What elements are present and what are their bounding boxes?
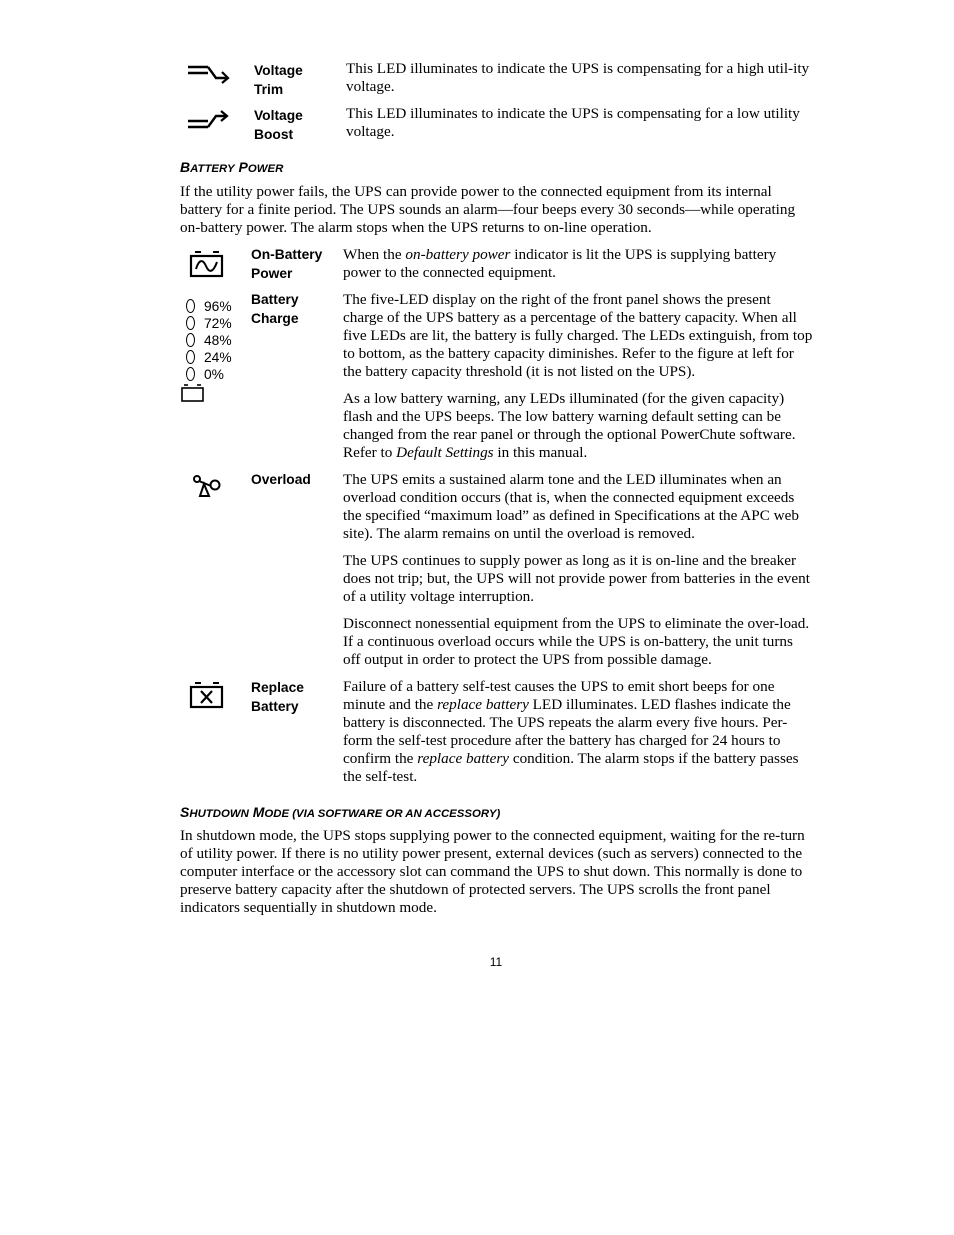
- text-run: in this manual.: [493, 444, 588, 461]
- heading-smallcaps: ODE: [264, 808, 290, 820]
- overload-label: [251, 471, 311, 490]
- heading-initial: P: [238, 159, 248, 175]
- battery-charge-label: [251, 291, 299, 328]
- text-run: LED illuminates. LED flashes indicate the battery is disconnected. The UPS repeats the alarm every five hours. Per-form the self-test procedure after the battery has charged for 24 hours to confirm the: [343, 696, 791, 767]
- voltage-trim-icon: [186, 62, 232, 89]
- battery-power-heading: [180, 159, 283, 175]
- shutdown-mode-heading: [180, 804, 500, 820]
- page-number: 11: [489, 955, 503, 969]
- emphasis: replace battery: [437, 696, 529, 713]
- led-icon: [186, 367, 195, 381]
- led-icon: [186, 350, 195, 364]
- heading-initial: B: [180, 159, 191, 175]
- heading-smallcaps: HUTDOWN: [189, 808, 249, 820]
- heading-smallcaps: (VIA SOFTWARE OR AN ACCESSORY): [289, 808, 501, 820]
- level-text: 24%: [204, 350, 232, 365]
- label-line: Replace: [251, 680, 304, 695]
- replace-battery-description: [343, 678, 813, 786]
- label-line: Voltage: [254, 63, 303, 78]
- overload-icon: [192, 474, 224, 505]
- battery-power-intro: If the utility power fails, the UPS can provide power to the connected equipment from its internal battery for a finite period. The UPS sounds an alarm—four beeps every 30 seconds—while operating on-battery power. The alarm stops when the UPS returns to on-line operation.: [180, 183, 796, 236]
- text-run: As a low battery warning, any LEDs illuminated (for the given capacity) flash and the UPS beeps. The low battery warning default setting can be changed from the rear panel or through the optional PowerChute software. Refer to: [343, 390, 796, 461]
- label-line: Battery: [251, 698, 299, 714]
- text-run: indicator is lit the UPS is supplying battery power to the connected equipment.: [343, 246, 777, 281]
- paragraph: The UPS emits a sustained alarm tone and the LED illuminates when an overload condition occurs (that is, when the connected equipment exceeds the specified “maximum load” as defined in Specifications at the APC web site). The alarm remains on until the overload is removed.: [343, 471, 799, 542]
- voltage-trim-label: [254, 62, 303, 99]
- voltage-boost-icon: [186, 108, 232, 137]
- replace-battery-icon: [188, 680, 226, 715]
- battery-level-96: [186, 298, 232, 315]
- overload-description: [343, 471, 813, 678]
- paragraph: [343, 390, 813, 462]
- label-line: Overload: [251, 472, 311, 487]
- on-battery-icon: [188, 249, 226, 284]
- battery-level-0: [186, 366, 224, 383]
- text-run: When the: [343, 246, 406, 263]
- emphasis: replace battery: [417, 750, 510, 767]
- replace-battery-label: [251, 679, 304, 716]
- heading-initial: S: [180, 804, 190, 820]
- paragraph: Disconnect nonessential equipment from the UPS to eliminate the over-load. If a continuous overload occurs while the UPS is on-battery, the unit turns off output in order to protect the UPS from possible damage.: [343, 615, 810, 668]
- label-line: On-Battery: [251, 247, 323, 262]
- heading-smallcaps: ATTERY: [190, 163, 235, 175]
- voltage-trim-description: This LED illuminates to indicate the UPS is compensating for a high util-ity voltage.: [346, 60, 810, 95]
- level-text: 72%: [204, 316, 232, 331]
- shutdown-mode-paragraph: In shutdown mode, the UPS stops supplying power to the connected equipment, waiting for the re-turn of utility power. If there is no utility power present, external devices (such as servers) connected to the computer interface or the accessory slot can command the UPS to shut down. This normally is done to preserve battery capacity after the shutdown of protected servers. The UPS scrolls the front panel indicators sequentially in shutdown mode.: [180, 827, 805, 916]
- led-icon: [186, 299, 195, 313]
- text-run: condition. The alarm stops if the battery passes the self-test.: [343, 750, 799, 785]
- battery-charge-description: [343, 291, 813, 471]
- text-run: Failure of a battery self-test causes the UPS to emit short beeps for one minute and the: [343, 678, 775, 713]
- label-line: Charge: [251, 310, 299, 326]
- label-line: Battery: [251, 292, 299, 307]
- level-text: 0%: [204, 367, 224, 382]
- battery-icon: [180, 382, 206, 409]
- on-battery-label: [251, 246, 322, 283]
- emphasis: Default Settings: [396, 444, 494, 461]
- emphasis: on-battery power: [405, 246, 511, 263]
- battery-level-24: [186, 349, 232, 366]
- voltage-boost-label: [254, 107, 303, 144]
- label-line: Boost: [254, 126, 294, 142]
- label-line: Voltage: [254, 108, 303, 123]
- level-text: 48%: [204, 333, 232, 348]
- paragraph: The UPS continues to supply power as long as it is on-line and the breaker does not trip; but, the UPS will not provide power from batteries in the event of a utility voltage interruption.: [343, 552, 810, 605]
- led-icon: [186, 333, 195, 347]
- led-icon: [186, 316, 195, 330]
- voltage-boost-description: This LED illuminates to indicate the UPS is compensating for a low utility voltage.: [346, 105, 800, 140]
- heading-initial: M: [252, 804, 265, 820]
- label-line: Power: [251, 265, 293, 281]
- battery-level-48: [186, 332, 232, 349]
- on-battery-description: [343, 246, 813, 282]
- label-line: Trim: [254, 81, 284, 97]
- paragraph: The five-LED display on the right of the front panel shows the present charge of the UPS battery as a percentage of the battery capacity. When all five LEDs are lit, the battery is fully charged. The LEDs extinguish, from top to bottom, as the battery capacity diminishes. Refer to the figure at left for the battery capacity threshold (it is not listed on the UPS).: [343, 291, 813, 380]
- level-text: 96%: [204, 299, 232, 314]
- battery-level-72: [186, 315, 232, 332]
- heading-smallcaps: OWER: [247, 163, 284, 175]
